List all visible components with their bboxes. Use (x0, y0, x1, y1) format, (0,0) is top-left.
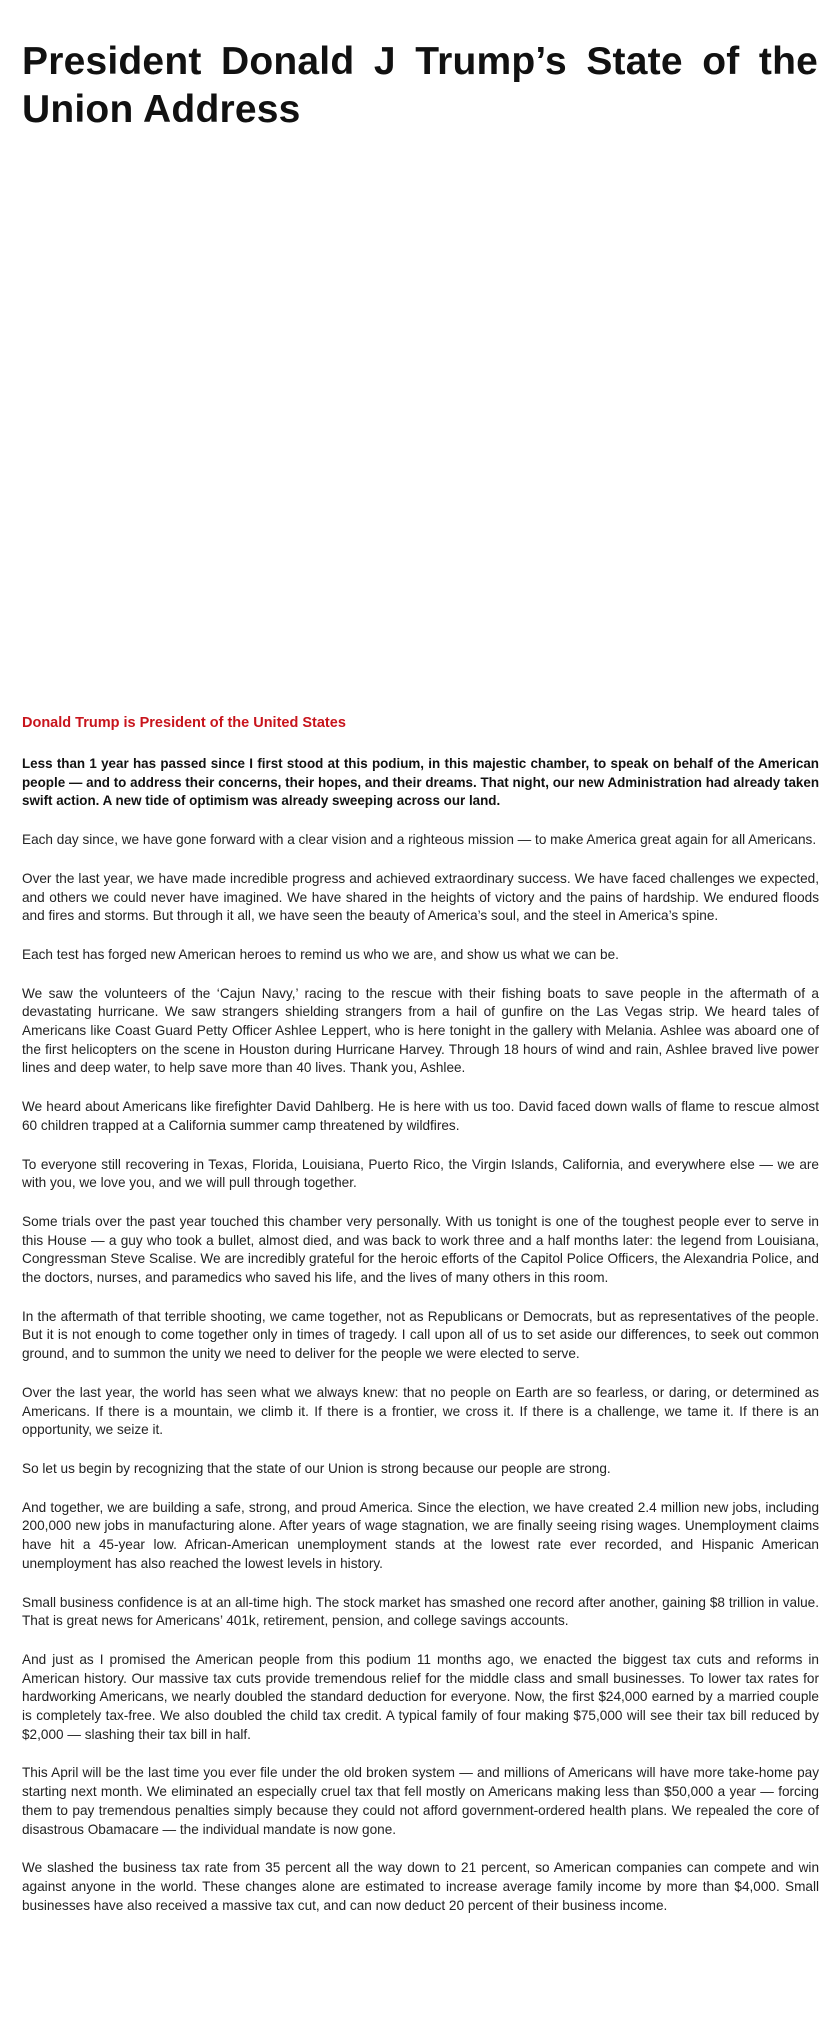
article-subtitle: Donald Trump is President of the United States (22, 715, 346, 731)
paragraph: Each test has forged new American heroes to remind us who we are, and show us what we can be. (22, 946, 619, 962)
paragraph-lead: Less than 1 year has passed since I first stood at this podium, in this majestic chamber, to speak on behalf of the American people — and to address their concerns, their hopes, and their dreams. That night, our new Administration had already taken swift action. A new tide of optimism was already sweeping across our land. (22, 756, 819, 809)
paragraph: Each day since, we have gone forward with a clear vision and a righteous mission — to make America great again for all Americans. (22, 832, 817, 848)
paragraph: So let us begin by recognizing that the state of our Union is strong because our people are strong. (22, 1460, 611, 1476)
paragraph: Some trials over the past year touched this chamber very personally. With us tonight is one of the toughest people ever to serve in this House — a guy who took a bullet, almost died, and was back to work three and a half months later: the legend from Louisiana, Congressman Steve Scalise. We are incredibly grateful for the heroic efforts of the Capitol Police Officers, the Alexandria Police, and the doctors, nurses, and paramedics who saved his life, and the lives of many others in this room. (22, 1213, 819, 1286)
paragraph: In the aftermath of that terrible shooting, we came together, not as Republicans or Democrats, but as representatives of the people. But it is not enough to come together only in times of tragedy. I call upon all of us to set aside our differences, to seek out common ground, and to summon the unity we need to deliver for the people we were elected to serve. (22, 1308, 819, 1362)
paragraph: Over the last year, we have made incredible progress and achieved extraordinary success. We have faced challenges we expected, and others we could never have imagined. We have shared in the heights of victory and the pains of hardship. We endured floods and fires and storms. But through it all, we have seen the beauty of America’s soul, and the steel in America’s spine. (22, 870, 819, 924)
paragraph: Over the last year, the world has seen what we always knew: that no people on Earth are so fearless, or daring, or determined as Americans. If there is a mountain, we climb it. If there is a frontier, we cross it. If there is a challenge, we tame it. If there is an opportunity, we seize it. (22, 1384, 819, 1438)
paragraph: And just as I promised the American people from this podium 11 months ago, we enacted the biggest tax cuts and reforms in American history. Our massive tax cuts provide tremendous relief for the middle class and small businesses. To lower tax rates for hardworking Americans, we nearly doubled the standard deduction for everyone. Now, the first $24,000 earned by a married couple is completely tax-free. We also doubled the child tax credit. A typical family of four making $75,000 will see their tax bill reduced by $2,000 — slashing their tax bill in half. (22, 1651, 819, 1742)
paragraph: This April will be the last time you ever file under the old broken system — and millions of Americans will have more take-home pay starting next month. We eliminated an especially cruel tax that fell mostly on Americans making less than $50,000 a year — forcing them to pay tremendous penalties simply because they could not afford government-ordered health plans. We repealed the core of disastrous Obamacare — the individual mandate is now gone. (22, 1765, 819, 1837)
paragraph: We slashed the business tax rate from 35 percent all the way down to 21 percent, so American companies can compete and win against anyone in the world. These changes alone are estimated to increase average family income by more than $4,000. Small businesses have also received a massive tax cut, and can now deduct 20 percent of their business income. (22, 1860, 819, 1913)
article-body (22, 714, 819, 1935)
paragraph: Small business confidence is at an all-time high. The stock market has smashed one record after another, gaining $8 trillion in value. That is great news for Americans’ 401k, retirement, pension, and college savings accounts. (22, 1594, 819, 1629)
paragraph: We saw the volunteers of the ‘Cajun Navy,’ racing to the rescue with their fishing boats to save people in the aftermath of a devastating hurricane. We saw strangers shielding strangers from a hail of gunfire on the Las Vegas strip. We heard tales of Americans like Coast Guard Petty Officer Ashlee Leppert, who is here tonight in the gallery with Melania. Ashlee was aboard one of the first helicopters on the scene in Houston during Hurricane Harvey. Through 18 hours of wind and rain, Ashlee braved live power lines and deep water, to help save more than 40 lives. Thank you, Ashlee. (22, 985, 819, 1076)
document-title: President Donald J Trump’s State of the Union Address (22, 40, 818, 131)
paragraph: And together, we are building a safe, strong, and proud America. Since the election, we have created 2.4 million new jobs, including 200,000 new jobs in manufacturing alone. After years of wage stagnation, we are finally seeing rising wages. Unemployment claims have hit a 45-year low. African-American unemployment stands at the lowest rate ever recorded, and Hispanic American unemployment has also reached the lowest levels in history. (22, 1499, 819, 1571)
paragraph: We heard about Americans like firefighter David Dahlberg. He is here with us too. David faced down walls of flame to rescue almost 60 children trapped at a California summer camp threatened by wildfires. (22, 1099, 819, 1133)
paragraph: To everyone still recovering in Texas, Florida, Louisiana, Puerto Rico, the Virgin Islands, California, and everywhere else — we are with you, we love you, and we will pull through together. (22, 1156, 819, 1191)
